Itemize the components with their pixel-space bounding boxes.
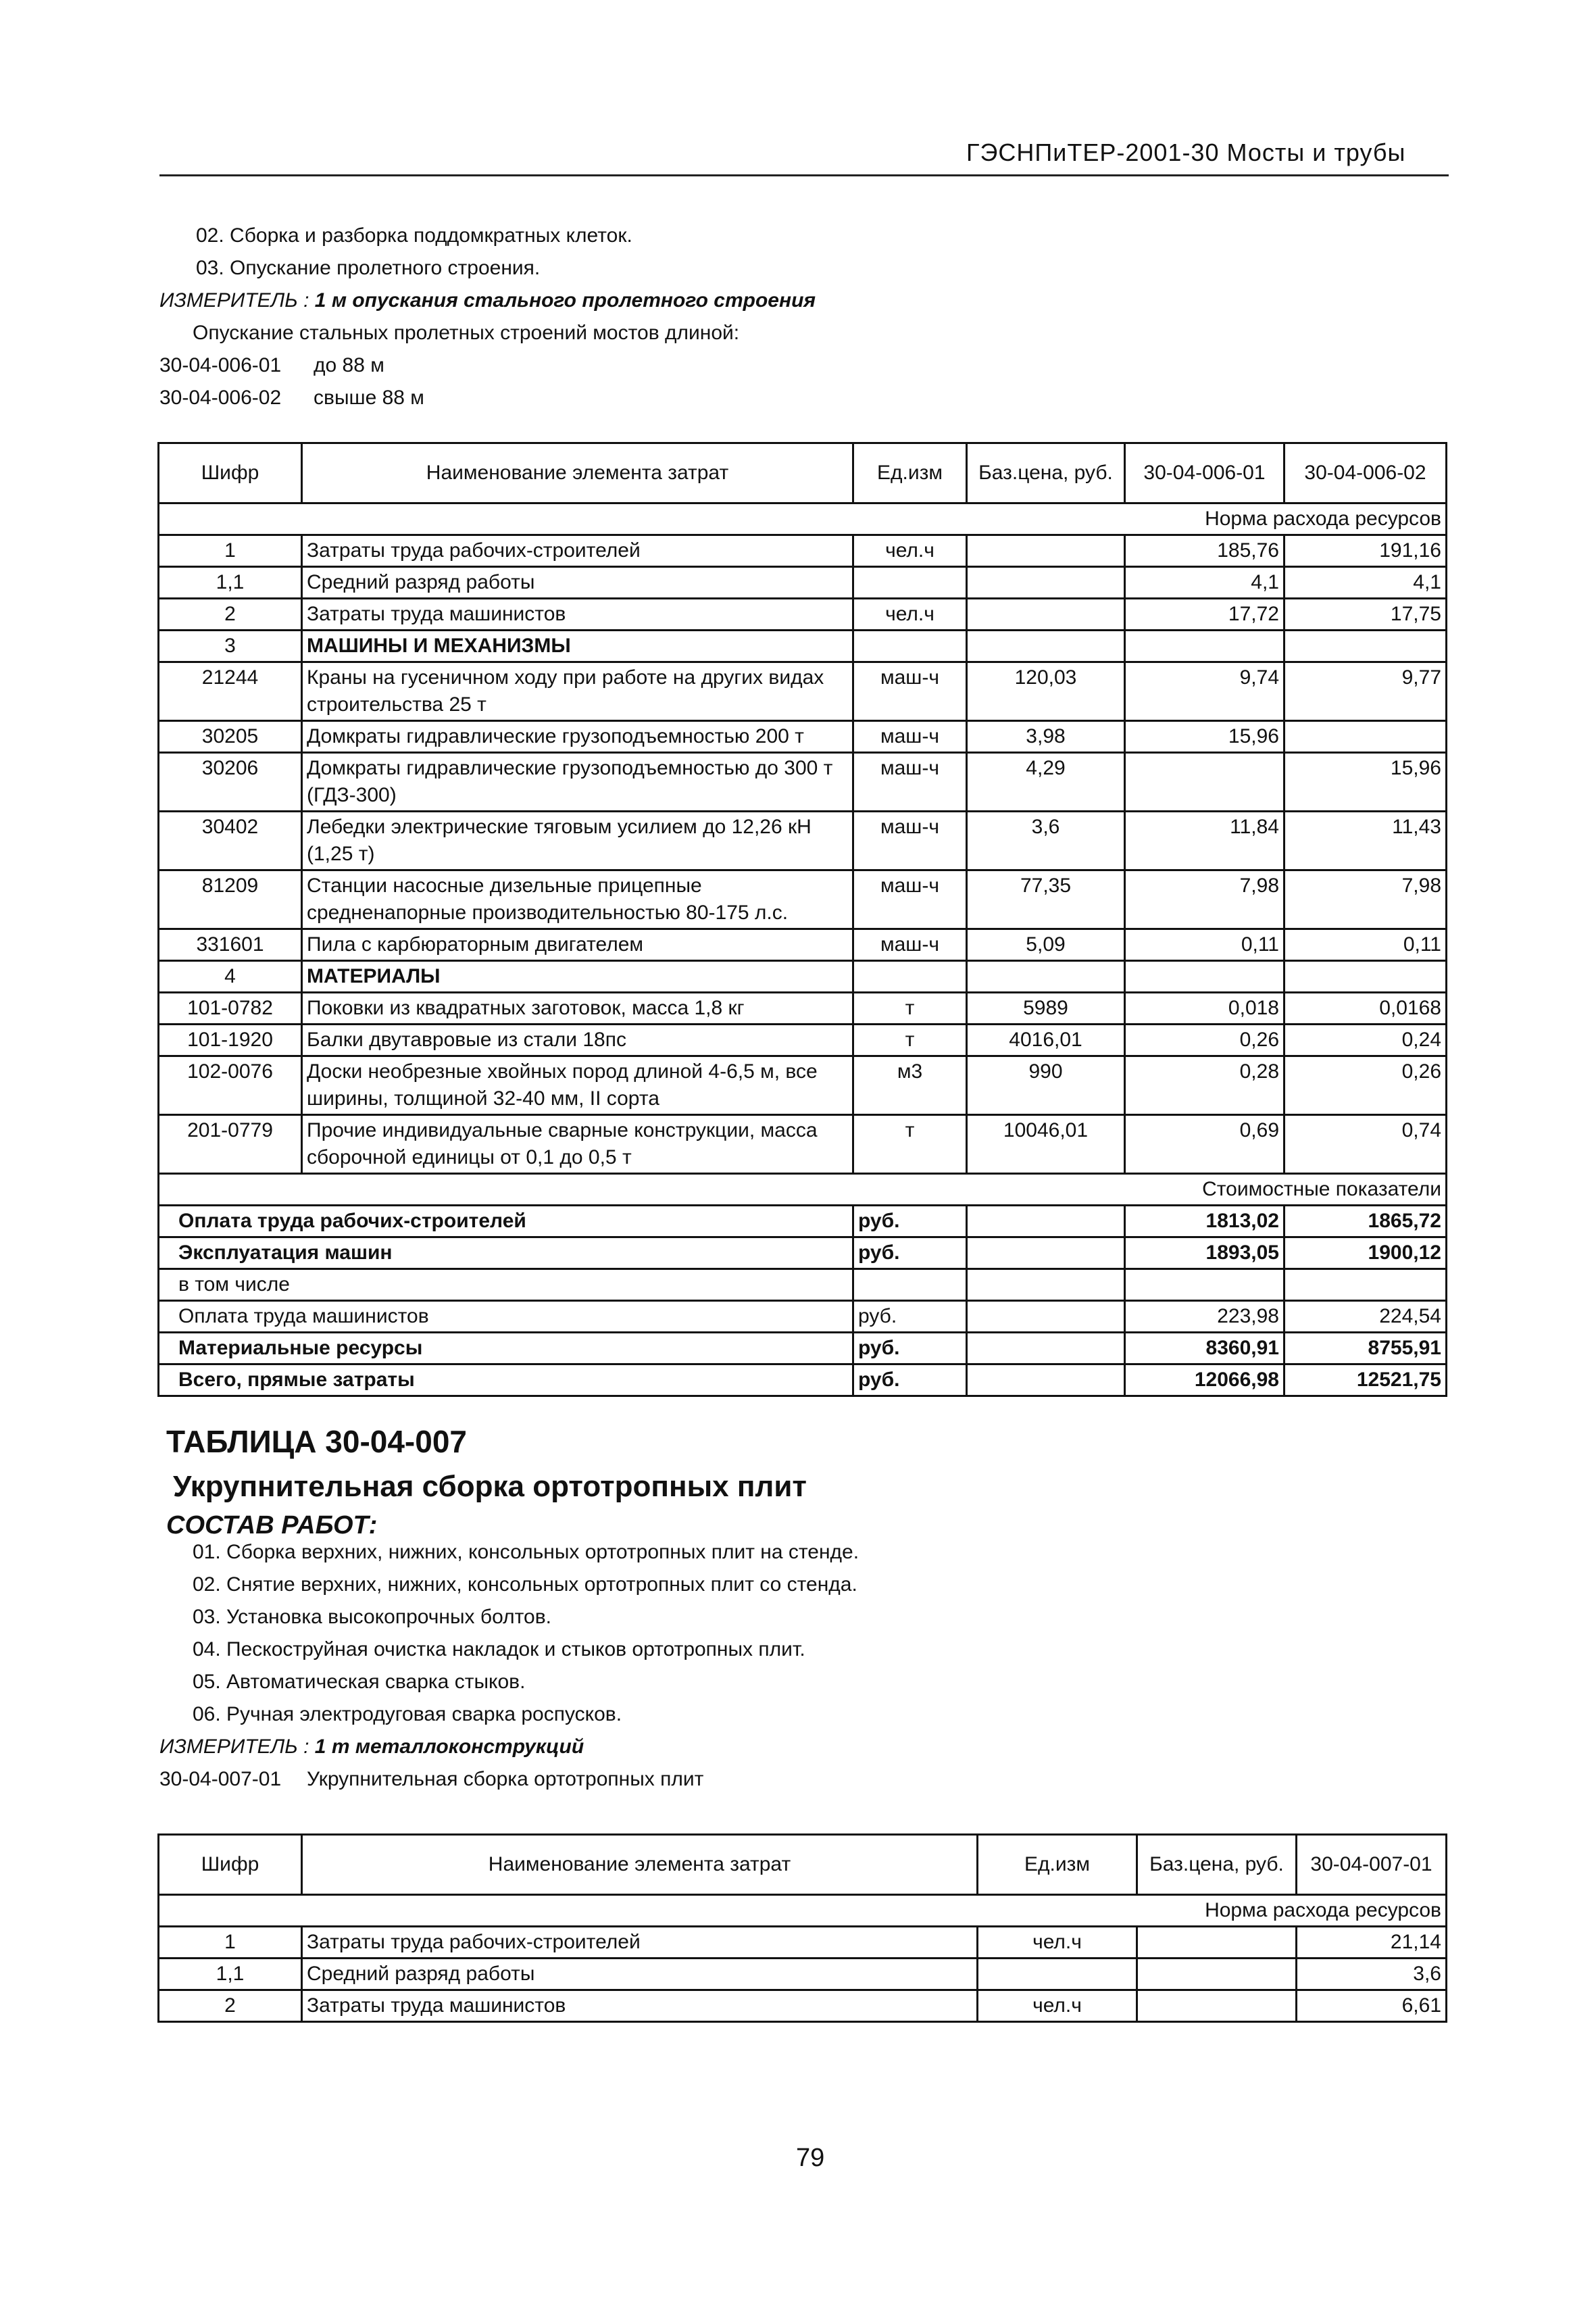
table-cell: 12066,98 — [1125, 1364, 1285, 1396]
table-cell: 8755,91 — [1285, 1333, 1447, 1364]
header-cell: Наименование элемента затрат — [302, 1835, 978, 1895]
table-cell: 7,98 — [1285, 870, 1447, 929]
table-cell: 7,98 — [1125, 870, 1285, 929]
measure-line — [159, 1736, 584, 1758]
table-cell: 5,09 — [967, 929, 1125, 961]
header-cell: 30-04-007-01 — [1297, 1835, 1447, 1895]
table-cell: 30402 — [159, 812, 302, 870]
table-cell: руб. — [853, 1364, 967, 1396]
table-cell — [967, 1206, 1125, 1237]
code-text: Укрупнительная сборка ортотропных плит — [307, 1768, 704, 1790]
table-cell: 8360,91 — [1125, 1333, 1285, 1364]
table-cell: 4 — [159, 961, 302, 993]
step-line: 01. Сборка верхних, нижних, консольных ортотропных плит на стенде. — [193, 1541, 859, 1563]
table-row — [159, 599, 1447, 631]
table-cell: 1,1 — [159, 1959, 302, 1990]
cost-label-row — [159, 1174, 1447, 1206]
table-cell: 0,74 — [1285, 1115, 1447, 1174]
header-cell: Ед.изм — [978, 1835, 1137, 1895]
table-cell: 17,72 — [1125, 599, 1285, 631]
table-cell: 102-0076 — [159, 1056, 302, 1115]
table-cell: 0,0168 — [1285, 993, 1447, 1025]
table-cell — [1137, 1927, 1297, 1959]
table-cell: 30206 — [159, 753, 302, 812]
table-cell: м3 — [853, 1056, 967, 1115]
table-cell: 0,018 — [1125, 993, 1285, 1025]
table-cell: руб. — [853, 1333, 967, 1364]
code-text: до 88 м — [314, 354, 384, 376]
table-row — [159, 1990, 1447, 2022]
header-cell: Шифр — [159, 1835, 302, 1895]
resource-table — [157, 442, 1447, 1397]
table-cell: 9,74 — [1125, 662, 1285, 721]
table-cell: 224,54 — [1285, 1301, 1447, 1333]
table-cell: 11,43 — [1285, 812, 1447, 870]
table-row — [159, 1115, 1447, 1174]
table-cell — [1285, 631, 1447, 662]
table-cell — [1125, 631, 1285, 662]
table-cell: 6,61 — [1297, 1990, 1447, 2022]
code: 30-04-007-01 — [159, 1768, 282, 1790]
measure-label: ИЗМЕРИТЕЛЬ : — [159, 289, 309, 312]
resource-table-2 — [157, 1833, 1447, 2023]
norm-label: Норма расхода ресурсов — [159, 503, 1447, 535]
table-cell: 331601 — [159, 929, 302, 961]
table-cell — [1285, 961, 1447, 993]
table-cell: 120,03 — [967, 662, 1125, 721]
table-cell: 3,98 — [967, 721, 1125, 753]
header-cell: Шифр — [159, 443, 302, 503]
table-cell: 0,26 — [1285, 1056, 1447, 1115]
code: 30-04-006-02 — [159, 387, 282, 409]
table-cell: 15,96 — [1125, 721, 1285, 753]
table-row — [159, 567, 1447, 599]
table-cell — [1137, 1990, 1297, 2022]
table-cell: 185,76 — [1125, 535, 1285, 567]
table-cell — [1125, 1269, 1285, 1301]
table-cell: 3,6 — [967, 812, 1125, 870]
measure-value: 1 т металлоконструкций — [314, 1736, 584, 1758]
step-line: 03. Опускание пролетного строения. — [196, 257, 541, 279]
table-cell: Средний разряд работы — [302, 567, 853, 599]
table-cell — [967, 535, 1125, 567]
code-line — [159, 1768, 703, 1791]
step-line: 05. Автоматическая сварка стыков. — [193, 1671, 526, 1693]
table-cell: Оплата труда рабочих-строителей — [159, 1206, 853, 1237]
table-cell: чел.ч — [853, 599, 967, 631]
step-line: 03. Установка высокопрочных болтов. — [193, 1606, 551, 1628]
table-cell: Станции насосные дизельные прицепные средненапорные производительностью 80-175 л.с. — [302, 870, 853, 929]
code-text: свыше 88 м — [314, 387, 424, 409]
table-cell: в том числе — [159, 1269, 853, 1301]
table-cell: 15,96 — [1285, 753, 1447, 812]
table-cell — [967, 961, 1125, 993]
table-cell: 3 — [159, 631, 302, 662]
table-cell: 990 — [967, 1056, 1125, 1115]
table-cell: т — [853, 1115, 967, 1174]
measure-line — [159, 289, 816, 312]
page-number: 79 — [796, 2144, 825, 2172]
table-cell — [853, 1269, 967, 1301]
norm-label-row — [159, 1895, 1447, 1927]
table-cell: 3,6 — [1297, 1959, 1447, 1990]
table-cell: маш-ч — [853, 721, 967, 753]
table-cell: Домкраты гидравлические грузоподъемностью до 300 т (ГДЗ-300) — [302, 753, 853, 812]
table-cell: 0,26 — [1125, 1025, 1285, 1056]
table-cell: 1900,12 — [1285, 1237, 1447, 1269]
table-header-row — [159, 443, 1447, 503]
table-cell: 30205 — [159, 721, 302, 753]
norm-label: Норма расхода ресурсов — [159, 1895, 1447, 1927]
table-cell: маш-ч — [853, 812, 967, 870]
table-cell: 10046,01 — [967, 1115, 1125, 1174]
table-header-row — [159, 1835, 1447, 1895]
table-cell: 9,77 — [1285, 662, 1447, 721]
table-cell — [978, 1959, 1137, 1990]
table-cell: 0,69 — [1125, 1115, 1285, 1174]
table-cell: Краны на гусеничном ходу при работе на других видах строительства 25 т — [302, 662, 853, 721]
table-cell — [1137, 1959, 1297, 1990]
table-cell: Поковки из квадратных заготовок, масса 1,8 кг — [302, 993, 853, 1025]
cost-row — [159, 1269, 1447, 1301]
table-cell: 0,11 — [1285, 929, 1447, 961]
table-cell: 0,11 — [1125, 929, 1285, 961]
table-cell: 1813,02 — [1125, 1206, 1285, 1237]
table-cell: Оплата труда машинистов — [159, 1301, 853, 1333]
table-cell: 0,28 — [1125, 1056, 1285, 1115]
table-cell — [967, 1237, 1125, 1269]
table-cell: руб. — [853, 1237, 967, 1269]
table-row — [159, 631, 1447, 662]
table-cell — [1285, 1269, 1447, 1301]
table-cell: 77,35 — [967, 870, 1125, 929]
table-cell — [967, 567, 1125, 599]
table-cell: Доски необрезные хвойных пород длиной 4-6,5 м, все ширины, толщиной 32-40 мм, II сорта — [302, 1056, 853, 1115]
table-cell: 4,1 — [1285, 567, 1447, 599]
header-cell: Ед.изм — [853, 443, 967, 503]
table-cell: 12521,75 — [1285, 1364, 1447, 1396]
table-row — [159, 812, 1447, 870]
table-cell: 101-1920 — [159, 1025, 302, 1056]
table-cell — [853, 961, 967, 993]
table-cell: Эксплуатация машин — [159, 1237, 853, 1269]
table-cell: 191,16 — [1285, 535, 1447, 567]
table-cell — [1285, 721, 1447, 753]
table-row — [159, 929, 1447, 961]
table-cell — [967, 1364, 1125, 1396]
step-line: 02. Сборка и разборка поддомкратных клеток. — [196, 224, 632, 247]
table-cell: маш-ч — [853, 662, 967, 721]
table-cell — [967, 1301, 1125, 1333]
cost-row — [159, 1301, 1447, 1333]
table-row — [159, 1927, 1447, 1959]
table-cell: маш-ч — [853, 929, 967, 961]
table-cell: 81209 — [159, 870, 302, 929]
header-rule — [159, 174, 1449, 176]
table-row — [159, 961, 1447, 993]
header-cell: Наименование элемента затрат — [302, 443, 853, 503]
table-row — [159, 662, 1447, 721]
step-line: 06. Ручная электродуговая сварка роспусков. — [193, 1703, 622, 1725]
table-cell: руб. — [853, 1206, 967, 1237]
table-cell — [967, 599, 1125, 631]
table-cell: 17,75 — [1285, 599, 1447, 631]
table-cell: 4016,01 — [967, 1025, 1125, 1056]
measure-value: 1 м опускания стального пролетного строения — [314, 289, 816, 312]
work-label: СОСТАВ РАБОТ: — [166, 1511, 378, 1540]
cost-row — [159, 1206, 1447, 1237]
cost-row — [159, 1333, 1447, 1364]
table-cell: Затраты труда машинистов — [302, 1990, 978, 2022]
description: Опускание стальных пролетных строений мостов длиной: — [193, 322, 740, 344]
table-cell: МАШИНЫ И МЕХАНИЗМЫ — [302, 631, 853, 662]
table-cell: т — [853, 993, 967, 1025]
table-cell — [853, 631, 967, 662]
running-header: ГЭСНПиТЕР-2001-30 Мосты и трубы — [966, 139, 1406, 166]
step-line: 02. Снятие верхних, нижних, консольных ортотропных плит со стенда. — [193, 1573, 857, 1596]
table-cell: 11,84 — [1125, 812, 1285, 870]
table-cell: чел.ч — [978, 1990, 1137, 2022]
table-title: ТАБЛИЦА 30-04-007 — [166, 1424, 467, 1459]
table-cell: 4,29 — [967, 753, 1125, 812]
measure-label: ИЗМЕРИТЕЛЬ : — [159, 1736, 309, 1758]
table-cell: 101-0782 — [159, 993, 302, 1025]
table-cell: 1865,72 — [1285, 1206, 1447, 1237]
cost-row — [159, 1237, 1447, 1269]
table-row — [159, 535, 1447, 567]
table-cell: 4,1 — [1125, 567, 1285, 599]
table-cell: т — [853, 1025, 967, 1056]
table-cell: Лебедки электрические тяговым усилием до 12,26 кН (1,25 т) — [302, 812, 853, 870]
table-row — [159, 1959, 1447, 1990]
header-cell: Баз.цена, руб. — [1137, 1835, 1297, 1895]
cost-row — [159, 1364, 1447, 1396]
table-cell: Пила с карбюраторным двигателем — [302, 929, 853, 961]
table-cell: руб. — [853, 1301, 967, 1333]
table-cell: 223,98 — [1125, 1301, 1285, 1333]
table-cell: МАТЕРИАЛЫ — [302, 961, 853, 993]
table-cell: Затраты труда рабочих-строителей — [302, 535, 853, 567]
header-cell: 30-04-006-01 — [1125, 443, 1285, 503]
table-cell: 201-0779 — [159, 1115, 302, 1174]
table-cell: 2 — [159, 1990, 302, 2022]
table-cell: 1,1 — [159, 567, 302, 599]
step-line: 04. Пескоструйная очистка накладок и стыков ортотропных плит. — [193, 1638, 805, 1660]
table-cell — [853, 567, 967, 599]
table-cell: 1 — [159, 1927, 302, 1959]
table-cell: Затраты труда рабочих-строителей — [302, 1927, 978, 1959]
table-cell: Всего, прямые затраты — [159, 1364, 853, 1396]
table-cell: 1 — [159, 535, 302, 567]
table-cell — [1125, 961, 1285, 993]
table-cell: 0,24 — [1285, 1025, 1447, 1056]
table-cell: чел.ч — [853, 535, 967, 567]
table-cell: 5989 — [967, 993, 1125, 1025]
code-line — [159, 354, 384, 377]
table-cell: Балки двутавровые из стали 18пс — [302, 1025, 853, 1056]
table-cell — [967, 1333, 1125, 1364]
table-row — [159, 721, 1447, 753]
table-row — [159, 1025, 1447, 1056]
table-cell: чел.ч — [978, 1927, 1137, 1959]
header-cell: Баз.цена, руб. — [967, 443, 1125, 503]
table-cell — [967, 1269, 1125, 1301]
table-row — [159, 1056, 1447, 1115]
code: 30-04-006-01 — [159, 354, 282, 376]
table-cell: Домкраты гидравлические грузоподъемностью 200 т — [302, 721, 853, 753]
table-cell: маш-ч — [853, 753, 967, 812]
table-row — [159, 753, 1447, 812]
table-cell: 1893,05 — [1125, 1237, 1285, 1269]
table-cell: 21244 — [159, 662, 302, 721]
table-row — [159, 870, 1447, 929]
table-cell: Затраты труда машинистов — [302, 599, 853, 631]
table-cell: Средний разряд работы — [302, 1959, 978, 1990]
table-cell: Материальные ресурсы — [159, 1333, 853, 1364]
norm-label-row — [159, 503, 1447, 535]
table-cell: маш-ч — [853, 870, 967, 929]
table-cell: 2 — [159, 599, 302, 631]
cost-label: Стоимостные показатели — [159, 1174, 1447, 1206]
table-cell — [967, 631, 1125, 662]
code-line — [159, 387, 424, 410]
table-subtitle: Укрупнительная сборка ортотропных плит — [173, 1470, 807, 1503]
table-cell — [1125, 753, 1285, 812]
table-cell: Прочие индивидуальные сварные конструкции, масса сборочной единицы от 0,1 до 0,5 т — [302, 1115, 853, 1174]
table-cell: 21,14 — [1297, 1927, 1447, 1959]
header-cell: 30-04-006-02 — [1285, 443, 1447, 503]
table-row — [159, 993, 1447, 1025]
